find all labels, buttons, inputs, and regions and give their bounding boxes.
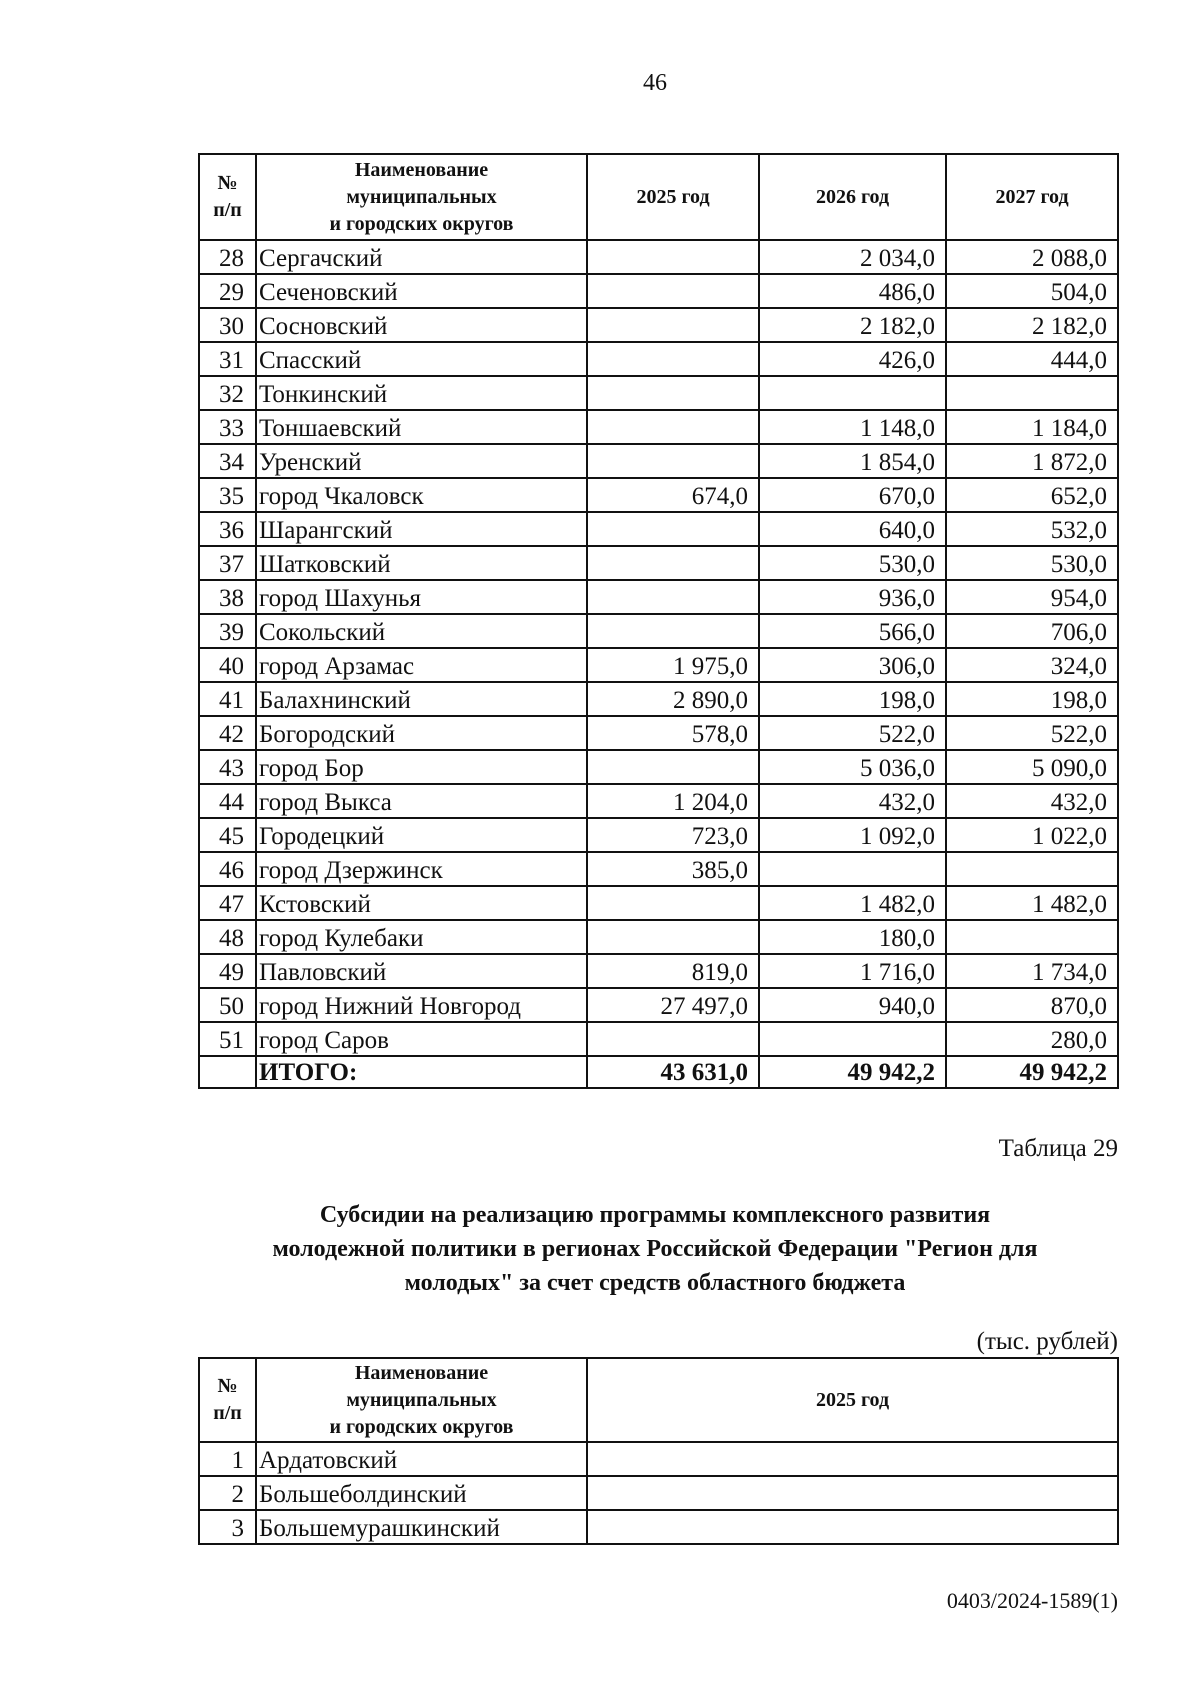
value-2026: 640,0 xyxy=(759,512,946,546)
table-row xyxy=(199,682,1118,716)
table-header-row xyxy=(199,1358,1118,1442)
table-row xyxy=(199,716,1118,750)
municipality-name: Уренский xyxy=(256,444,587,478)
municipality-name: Богородский xyxy=(256,716,587,750)
value-2027: 2 088,0 xyxy=(946,240,1118,274)
table-29-title-line: молодых" за счет средств областного бюджета xyxy=(404,1270,906,1296)
value-2025: 819,0 xyxy=(587,954,759,988)
document-number: 0403/2024-1589(1) xyxy=(946,1588,1118,1613)
row-number: 42 xyxy=(199,716,256,750)
value-2027: 1 734,0 xyxy=(946,954,1118,988)
table-row xyxy=(199,784,1118,818)
value-2027: 1 482,0 xyxy=(946,886,1118,920)
municipality-name: город Кулебаки xyxy=(256,920,587,954)
value-2025: 27 497,0 xyxy=(587,988,759,1022)
municipality-name: город Шахунья xyxy=(256,580,587,614)
row-number: 34 xyxy=(199,444,256,478)
value-2026: 180,0 xyxy=(759,920,946,954)
value-2025: 723,0 xyxy=(587,818,759,852)
value-2026: 1 092,0 xyxy=(759,818,946,852)
value-2027 xyxy=(946,920,1118,954)
value-2027: 444,0 xyxy=(946,342,1118,376)
municipality-name: Сергачский xyxy=(256,240,587,274)
municipality-name: Сосновский xyxy=(256,308,587,342)
row-number: 30 xyxy=(199,308,256,342)
row-number: 31 xyxy=(199,342,256,376)
row-number: 38 xyxy=(199,580,256,614)
value-2026: 426,0 xyxy=(759,342,946,376)
value-2027: 532,0 xyxy=(946,512,1118,546)
value-2027: 324,0 xyxy=(946,648,1118,682)
value-2026 xyxy=(759,376,946,410)
value-2026: 1 482,0 xyxy=(759,886,946,920)
table-row xyxy=(199,444,1118,478)
value-2025 xyxy=(587,444,759,478)
value-2025 xyxy=(587,376,759,410)
value-2026: 522,0 xyxy=(759,716,946,750)
total-2026: 49 942,2 xyxy=(759,1056,946,1088)
table-row xyxy=(199,478,1118,512)
value-2025 xyxy=(587,1022,759,1056)
unit-label: (тыс. рублей) xyxy=(976,1328,1118,1355)
value-2025 xyxy=(587,410,759,444)
value-2025 xyxy=(587,886,759,920)
value-2025 xyxy=(587,580,759,614)
row-number: 41 xyxy=(199,682,256,716)
table-29 xyxy=(198,1357,1119,1545)
value-2025 xyxy=(587,1442,1118,1476)
value-2026: 486,0 xyxy=(759,274,946,308)
value-2025: 385,0 xyxy=(587,852,759,886)
row-number: 46 xyxy=(199,852,256,886)
table-29-label: Таблица 29 xyxy=(998,1135,1118,1162)
table-row xyxy=(199,1476,1118,1510)
row-number: 49 xyxy=(199,954,256,988)
total-2025: 43 631,0 xyxy=(587,1056,759,1088)
row-number: 29 xyxy=(199,274,256,308)
municipality-name: Шатковский xyxy=(256,546,587,580)
municipality-name: город Нижний Новгород xyxy=(256,988,587,1022)
table-29-title-line: Субсидии на реализацию программы комплексного развития xyxy=(319,1202,991,1228)
table-row xyxy=(199,308,1118,342)
value-2025 xyxy=(587,750,759,784)
municipality-name: город Дзержинск xyxy=(256,852,587,886)
value-2026 xyxy=(759,852,946,886)
value-2026: 1 854,0 xyxy=(759,444,946,478)
municipality-name: город Саров xyxy=(256,1022,587,1056)
value-2027: 198,0 xyxy=(946,682,1118,716)
row-number: 2 xyxy=(199,1476,256,1510)
row-number: 50 xyxy=(199,988,256,1022)
table-29-title-line: молодежной политики в регионах Российской Федерации "Регион для xyxy=(272,1236,1038,1262)
municipality-name: Сеченовский xyxy=(256,274,587,308)
row-number: 1 xyxy=(199,1442,256,1476)
municipality-name: Ардатовский xyxy=(256,1442,587,1476)
table-row xyxy=(199,920,1118,954)
municipality-name: Кстовский xyxy=(256,886,587,920)
value-2027: 1 022,0 xyxy=(946,818,1118,852)
value-2025 xyxy=(587,308,759,342)
row-number: 45 xyxy=(199,818,256,852)
row-number: 33 xyxy=(199,410,256,444)
page-number: 46 xyxy=(643,70,667,96)
row-number: 39 xyxy=(199,614,256,648)
value-2027: 280,0 xyxy=(946,1022,1118,1056)
subsidy-table-continued xyxy=(198,153,1119,1089)
municipality-name: Городецкий xyxy=(256,818,587,852)
table-row xyxy=(199,512,1118,546)
value-2026: 1 148,0 xyxy=(759,410,946,444)
value-2026: 2 182,0 xyxy=(759,308,946,342)
value-2025: 1 204,0 xyxy=(587,784,759,818)
value-2026: 670,0 xyxy=(759,478,946,512)
table-29-title xyxy=(190,1198,1120,1300)
value-2026: 530,0 xyxy=(759,546,946,580)
header-num: № п/п xyxy=(199,154,256,240)
table-row xyxy=(199,614,1118,648)
value-2027: 2 182,0 xyxy=(946,308,1118,342)
municipality-name: город Выкса xyxy=(256,784,587,818)
table-row xyxy=(199,546,1118,580)
row-number: 36 xyxy=(199,512,256,546)
total-row xyxy=(199,1056,1118,1088)
value-2026: 432,0 xyxy=(759,784,946,818)
value-2027: 1 872,0 xyxy=(946,444,1118,478)
value-2025 xyxy=(587,920,759,954)
row-number: 47 xyxy=(199,886,256,920)
table-row xyxy=(199,1510,1118,1544)
value-2027: 5 090,0 xyxy=(946,750,1118,784)
header-2025: 2025 год xyxy=(587,1358,1118,1442)
value-2027: 522,0 xyxy=(946,716,1118,750)
value-2025: 578,0 xyxy=(587,716,759,750)
table-row xyxy=(199,886,1118,920)
row-number: 43 xyxy=(199,750,256,784)
value-2026: 936,0 xyxy=(759,580,946,614)
row-number: 28 xyxy=(199,240,256,274)
value-2026: 198,0 xyxy=(759,682,946,716)
row-number: 40 xyxy=(199,648,256,682)
value-2026: 940,0 xyxy=(759,988,946,1022)
value-2025 xyxy=(587,512,759,546)
header-2026: 2026 год xyxy=(759,154,946,240)
row-number: 44 xyxy=(199,784,256,818)
municipality-name: город Бор xyxy=(256,750,587,784)
table-row xyxy=(199,818,1118,852)
table-row xyxy=(199,1442,1118,1476)
value-2025 xyxy=(587,240,759,274)
value-2027: 706,0 xyxy=(946,614,1118,648)
value-2026 xyxy=(759,1022,946,1056)
table-row xyxy=(199,648,1118,682)
value-2025: 1 975,0 xyxy=(587,648,759,682)
total-num-cell xyxy=(199,1056,256,1088)
table-row xyxy=(199,988,1118,1022)
table-row xyxy=(199,410,1118,444)
table-row xyxy=(199,750,1118,784)
row-number: 37 xyxy=(199,546,256,580)
municipality-name: Большеболдинский xyxy=(256,1476,587,1510)
municipality-name: Спасский xyxy=(256,342,587,376)
value-2027 xyxy=(946,852,1118,886)
table-row xyxy=(199,852,1118,886)
header-num: № п/п xyxy=(199,1358,256,1442)
value-2026: 1 716,0 xyxy=(759,954,946,988)
value-2025 xyxy=(587,546,759,580)
municipality-name: город Арзамас xyxy=(256,648,587,682)
table-header-row xyxy=(199,154,1118,240)
header-2027: 2027 год xyxy=(946,154,1118,240)
row-number: 35 xyxy=(199,478,256,512)
municipality-name: Тоншаевский xyxy=(256,410,587,444)
municipality-name: Павловский xyxy=(256,954,587,988)
row-number: 51 xyxy=(199,1022,256,1056)
row-number: 32 xyxy=(199,376,256,410)
value-2025 xyxy=(587,274,759,308)
table-row xyxy=(199,240,1118,274)
value-2027: 652,0 xyxy=(946,478,1118,512)
table-row xyxy=(199,580,1118,614)
value-2025: 674,0 xyxy=(587,478,759,512)
municipality-name: Сокольский xyxy=(256,614,587,648)
table-row xyxy=(199,342,1118,376)
header-2025: 2025 год xyxy=(587,154,759,240)
row-number: 3 xyxy=(199,1510,256,1544)
value-2026: 5 036,0 xyxy=(759,750,946,784)
total-label: ИТОГО: xyxy=(256,1056,587,1088)
value-2027 xyxy=(946,376,1118,410)
value-2026: 306,0 xyxy=(759,648,946,682)
table-row xyxy=(199,274,1118,308)
value-2026: 2 034,0 xyxy=(759,240,946,274)
table-row xyxy=(199,954,1118,988)
value-2027: 432,0 xyxy=(946,784,1118,818)
total-2027: 49 942,2 xyxy=(946,1056,1118,1088)
value-2025 xyxy=(587,614,759,648)
value-2025 xyxy=(587,342,759,376)
value-2027: 870,0 xyxy=(946,988,1118,1022)
header-name: Наименование муниципальных и городских округов xyxy=(256,154,587,240)
municipality-name: Большемурашкинский xyxy=(256,1510,587,1544)
row-number: 48 xyxy=(199,920,256,954)
municipality-name: Шарангский xyxy=(256,512,587,546)
value-2027: 504,0 xyxy=(946,274,1118,308)
value-2025 xyxy=(587,1476,1118,1510)
value-2027: 1 184,0 xyxy=(946,410,1118,444)
table-row xyxy=(199,1022,1118,1056)
value-2025 xyxy=(587,1510,1118,1544)
municipality-name: Балахнинский xyxy=(256,682,587,716)
municipality-name: город Чкаловск xyxy=(256,478,587,512)
header-name: Наименование муниципальных и городских округов xyxy=(256,1358,587,1442)
value-2027: 954,0 xyxy=(946,580,1118,614)
value-2025: 2 890,0 xyxy=(587,682,759,716)
value-2027: 530,0 xyxy=(946,546,1118,580)
value-2026: 566,0 xyxy=(759,614,946,648)
municipality-name: Тонкинский xyxy=(256,376,587,410)
table-row xyxy=(199,376,1118,410)
